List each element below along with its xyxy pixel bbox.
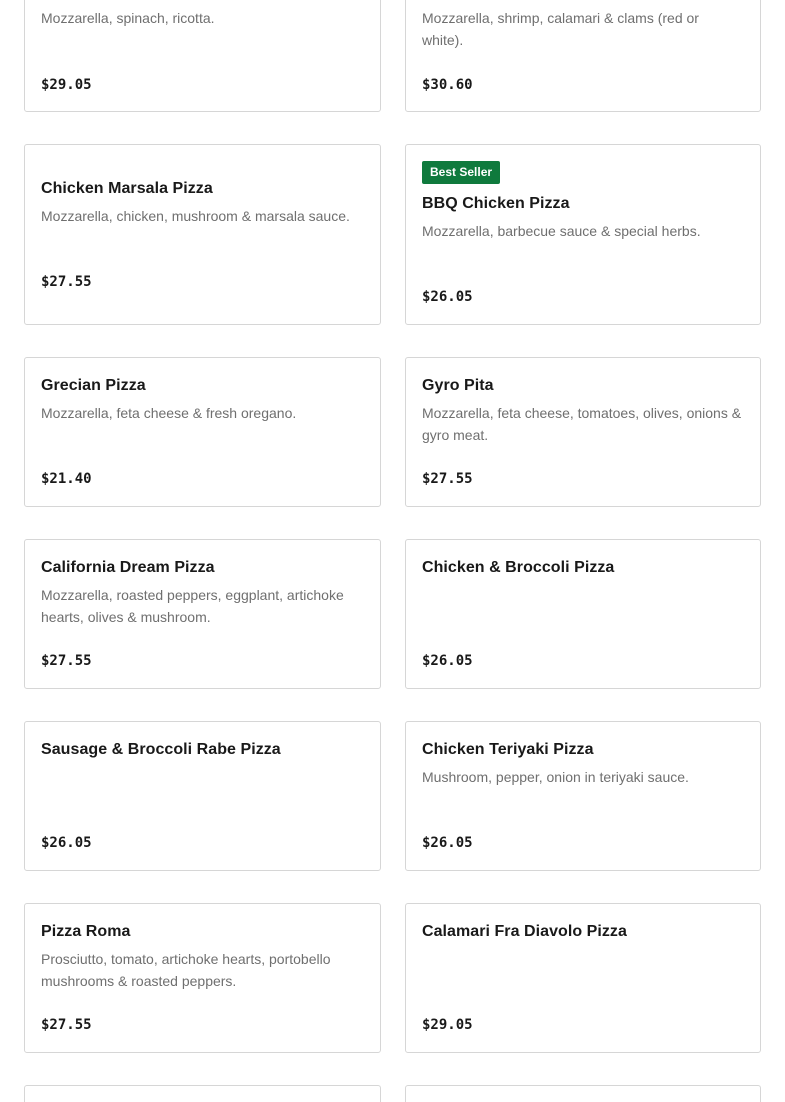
menu-item-card[interactable] xyxy=(24,0,381,112)
menu-item-description: Mozzarella, spinach, ricotta. xyxy=(41,10,215,26)
menu-item-price: $27.55 xyxy=(422,471,473,487)
menu-item-name: California Dream Pizza xyxy=(41,559,215,576)
menu-item-card[interactable] xyxy=(405,144,761,325)
menu-item-description: Prosciutto, tomato, artichoke hearts, portobello mushrooms & roasted peppers. xyxy=(41,951,331,989)
menu-item-card[interactable] xyxy=(24,144,381,325)
menu-item-card[interactable] xyxy=(405,721,761,871)
menu-item-card[interactable] xyxy=(405,1085,761,1102)
menu-item-price: $21.40 xyxy=(41,471,92,487)
menu-item-description: Mozzarella, chicken, mushroom & marsala sauce. xyxy=(41,208,350,224)
menu-item-description: Mushroom, pepper, onion in teriyaki sauce. xyxy=(422,769,689,785)
menu-item-price: $26.05 xyxy=(422,653,473,669)
menu-item-card[interactable] xyxy=(405,0,761,112)
menu-item-description: Mozzarella, barbecue sauce & special herbs. xyxy=(422,223,701,239)
menu-item-name: Chicken Teriyaki Pizza xyxy=(422,741,594,758)
menu-item-card[interactable] xyxy=(24,721,381,871)
menu-item-name: Chicken & Broccoli Pizza xyxy=(422,559,615,576)
menu-item-name: Calamari Fra Diavolo Pizza xyxy=(422,923,627,940)
menu-item-name: Pizza Roma xyxy=(41,923,131,940)
menu-item-name: Gyro Pita xyxy=(422,377,494,394)
menu-item-description: Mozzarella, shrimp, calamari & clams (red or white). xyxy=(422,10,699,48)
menu-item-name: BBQ Chicken Pizza xyxy=(422,195,570,212)
menu-item-price: $26.05 xyxy=(422,289,473,305)
menu-item-price: $27.55 xyxy=(41,274,92,290)
menu-item-price: $27.55 xyxy=(41,1017,92,1033)
menu-item-price: $29.05 xyxy=(41,77,92,93)
menu-item-price: $27.55 xyxy=(41,653,92,669)
menu-item-description: Mozzarella, feta cheese, tomatoes, olives, onions & gyro meat. xyxy=(422,405,742,443)
menu-item-description: Mozzarella, roasted peppers, eggplant, artichoke hearts, olives & mushroom. xyxy=(41,587,344,625)
menu-item-price: $30.60 xyxy=(422,77,473,93)
menu-item-card[interactable] xyxy=(405,357,761,507)
menu-item-price: $26.05 xyxy=(41,835,92,851)
menu-item-card[interactable] xyxy=(24,1085,381,1102)
menu-item-card[interactable] xyxy=(24,539,381,689)
menu-item-card[interactable] xyxy=(405,903,761,1053)
menu-item-description: Mozzarella, feta cheese & fresh oregano. xyxy=(41,405,297,421)
menu-item-card[interactable] xyxy=(24,903,381,1053)
menu-item-name: Chicken Marsala Pizza xyxy=(41,180,213,197)
best-seller-badge: Best Seller xyxy=(422,161,500,184)
menu-item-price: $26.05 xyxy=(422,835,473,851)
menu-item-card[interactable] xyxy=(405,539,761,689)
menu-item-card[interactable] xyxy=(24,357,381,507)
menu-item-price: $29.05 xyxy=(422,1017,473,1033)
menu-item-name: Sausage & Broccoli Rabe Pizza xyxy=(41,741,281,758)
menu-item-name: Grecian Pizza xyxy=(41,377,146,394)
